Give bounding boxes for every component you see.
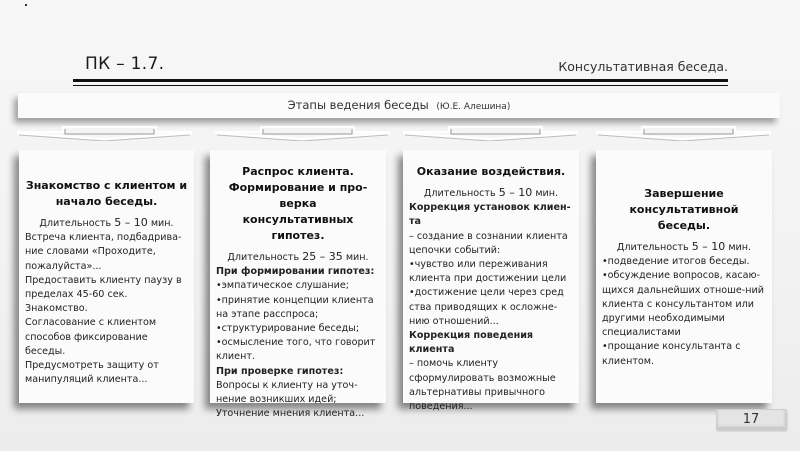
slide-code: ПК – 1.7. [85,54,165,74]
duration-label: Длительность [616,242,689,253]
stage-card-1 [19,150,194,403]
stages-header-text: Этапы ведения беседы [287,98,429,112]
stage-connector-4 [596,125,771,141]
duration-value: 5 – 10 [114,216,148,229]
card-line: манипуляций клиента... [25,374,148,386]
card-line: нию отношений... [409,315,499,327]
title-line: Оказание воздействия. [416,165,566,178]
stages-header-author: (Ю.Е. Алешина) [436,102,511,112]
title-line: консультативной беседы. [629,203,739,232]
stage-card-title [216,164,380,244]
card-line: Знакомство. [25,303,88,315]
card-line: •достижение цели через сред [409,287,564,299]
card-line: цепочки событий: [409,244,501,256]
decorative-dot [25,4,27,6]
card-line: Вопросы к клиенту на уточ- [216,379,358,391]
duration-label: Длительность [39,218,112,229]
stage-duration [25,216,188,231]
chevron-down-icon [17,125,192,141]
duration-value: 5 – 10 [498,186,533,199]
card-line: способов фиксирование беседы. [25,331,148,357]
card-subheading: При проверке гипотез: [216,365,344,377]
title-line: Формирование и про-верка [228,181,368,210]
card-line: нение возникших идей; [216,394,337,406]
title-line: консультативных гипотез. [242,213,354,242]
duration-unit: мин. [150,218,174,229]
stage-card-3 [403,150,579,413]
card-line: на этапе расспроса; [216,308,319,320]
card-line: другими необходимыми [602,313,725,325]
card-line: Предусмотреть защиту от [25,360,159,372]
card-line: •обсуждение вопросов, касаю- [602,270,761,282]
card-line: ства приводящих к осложне- [409,301,558,313]
card-line: поведения... [409,401,473,413]
card-line: – помочь клиенту [409,358,499,370]
duration-unit: мин. [535,188,559,199]
stage-duration [602,240,766,255]
stage-card-title [409,164,573,180]
card-subheading: При формировании гипотез: [216,266,375,278]
card-line: •принятие концепции клиента [216,294,374,306]
duration-label: Длительность [227,252,300,263]
card-line: клиентом. [602,355,655,367]
card-line: Согласование с клиентом [25,317,157,329]
card-subheading: Коррекция установок клиен-та [409,202,571,228]
title-line: Завершение [644,187,724,200]
card-subheading: Коррекция поведения клиента [409,330,534,356]
card-line: •эмпатическое слушание; [216,280,349,292]
stage-card-2 [210,150,386,420]
title-line: Знакомство с клиентом и [25,179,188,192]
duration-unit: мин. [728,242,752,253]
chevron-down-icon [403,125,578,141]
stage-card-title [25,178,188,210]
duration-value: 5 – 10 [691,240,726,253]
card-line: •структурирование беседы; [216,323,360,335]
stage-duration [409,186,573,201]
slide-title: Консультативная беседа. [558,59,728,74]
card-line: клиента с консультантом или [602,298,754,310]
card-line: •осмысление того, что говорит [216,337,376,349]
stages-header-bar [18,93,780,118]
card-line: пожалуйста»... [25,260,102,272]
card-line: Уточнение мнения клиента... [216,408,365,420]
stage-card-title [602,186,766,234]
card-line: •подведение итогов беседы. [602,256,750,268]
card-line: – создание в сознании клиента [409,230,568,242]
stage-duration [216,250,380,265]
chevron-down-icon [596,125,771,141]
card-line: Предоставить клиенту паузу в [25,274,182,286]
duration-unit: мин. [345,252,369,263]
card-line: специалистами [602,327,681,339]
stage-connector-2 [215,125,390,141]
card-line: Встреча клиента, подбадрива- [25,232,182,244]
card-line: альтернативы привычного [409,386,546,398]
page-number: 17 [716,409,786,430]
stage-connector-3 [403,125,578,141]
card-line: •прощание консультанта с [602,341,741,353]
title-line: начало беседы. [55,195,158,208]
card-line: щихся дальнейших отноше-ний [602,284,764,296]
stage-connector-1 [17,125,192,141]
card-line: клиента при достижении цели [409,273,567,285]
stage-card-4 [596,150,772,403]
title-rule-thin [73,85,728,86]
card-line: ние словами «Проходите, [25,246,156,258]
duration-label: Длительность [423,188,496,199]
chevron-down-icon [215,125,390,141]
card-line: клиент. [216,351,255,363]
card-line: •чувство или переживания [409,259,548,271]
title-rule-thick [73,79,728,82]
card-line: пределах 45-60 сек. [25,289,128,301]
card-line: сформулировать возможные [409,372,556,384]
duration-value: 25 – 35 [302,250,343,263]
title-line: Распрос клиента. [242,165,354,178]
